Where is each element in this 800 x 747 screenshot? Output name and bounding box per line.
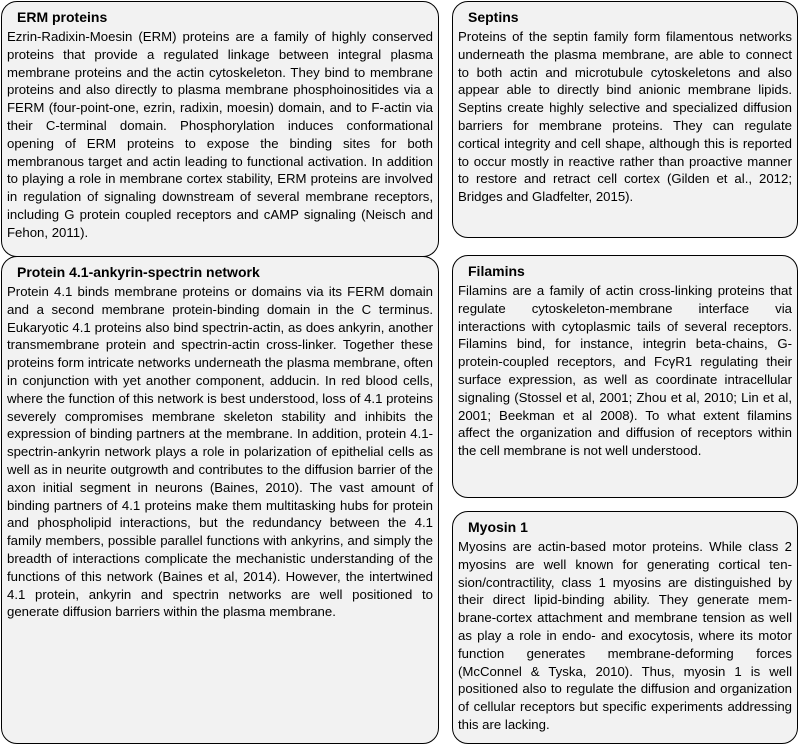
myosin1-text: Myosins are actin-based motor proteins. While class 2 myosins are well known for generating cortical tension/contractility, class 1 myosins are distinguished by their direct lipid-binding ability. They generate membrane-cortex attachment and membrane tension as well as play a role in endo- and exocytosis, where its motor function generates membrane-deforming forces (McConnel & Tyska, 2010). Thus, myosin 1 is well positioned also to regulate the diffusion and organization of cellular receptors but specific experiments addressing this are lacking. xyxy=(458,539,792,732)
protein41-network-text: Protein 4.1 binds membrane proteins or domains via its FERM domain and a second membrane protein-binding domain in the C terminus. Eukaryotic 4.1 proteins also bind spectrin-actin, as does ankyrin, another transmembrane protein and spectrin-actin cross-linker. Together these proteins form intricate networks underneath the plasma membrane, often in conjunction with yet another component, adducin. In red blood cells, where the function of this network is best understood, loss of 4.1 proteins severely compromises membrane skeleton stability and inhibits the expression of binding partners at the membrane. In addition, protein 4.1-spectrin-ankyrin network plays a role in polarization of epithelial cells as well as in neurite outgrowth and contributes to the diffusion barrier of the axon initial segment in neurons (Baines, 2010). The vast amount of binding partners of 4.1 proteins make them multitasking hubs for protein and phospholipid interactions, but the redundancy between the 4.1 family members, possible parallel functions with ankyrins, and simply the breadth of interactions complicate the mechanistic understanding of the functions of this network (Baines et al, 2014). However, the intertwined 4.1 protein, ankyrin and spectrin networks are well positioned to generate diffusion barriers within the plasma membrane. xyxy=(7,284,433,620)
erm-proteins-text: Ezrin-Radixin-Moesin (ERM) proteins are a family of highly conserved proteins that provide a regulated linkage between integral plasma membrane proteins and the actin cytoskeleton. They bind to membrane proteins and also directly to plasma membrane phosphoinositides via a FERM (four-point-one, ezrin, radixin, moesin) domain, and to F-actin via their C-terminal domain. Phosphorylation induces conformational opening of ERM proteins to expose the binding sites for both membranous target and actin leading to functional activation. In addition to playing a role in membrane cortex stability, ERM proteins are involved in regulation of signaling downstream of several membrane receptors, including G protein coupled receptors and cAMP signaling (Neisch and Fehon, 2011). xyxy=(7,29,433,240)
erm-proteins-title: ERM proteins xyxy=(17,9,108,25)
protein41-network-title: Protein 4.1-ankyrin-spectrin network xyxy=(17,264,260,280)
myosin1-panel xyxy=(452,511,798,744)
septins-panel xyxy=(452,1,798,238)
filamins-title: Filamins xyxy=(468,263,525,279)
erm-proteins-panel xyxy=(1,1,439,257)
protein41-network-panel xyxy=(1,256,439,744)
septins-text: Proteins of the septin family form filamentous networks underneath the plasma membrane, are able to connect to both actin and microtubule cytoskeletons and also appear able to directly bind anionic membrane lipids. Septins create highly selective and specialized diffusion barriers for membrane proteins. They can regulate cortical integrity and cell shape, although this is reported to occur mostly in reactive rather than proactive manner to restore and retract cell cortex (Gilden et al., 2012; Bridges and Gladfelter, 2015). xyxy=(458,29,792,205)
myosin1-title: Myosin 1 xyxy=(468,519,528,535)
septins-title: Septins xyxy=(468,9,519,25)
filamins-panel xyxy=(452,255,798,498)
filamins-text: Filamins are a family of actin cross-linking proteins that regulate cytoskeleton-membrane interface via interactions with cytoplasmic tails of several receptors. Filamins bind, for instance, integrin beta-chains, G-protein-coupled receptors, and FcγR1 regulating their surface expression, as well as coordinate intracellular signaling (Stossel et al, 2001; Zhou et al, 2010; Lin et al, 2001; Beekman et al 2008). To what extent filamins affect the organization and diffusion of receptors within the cell membrane is not well understood. xyxy=(458,283,792,459)
